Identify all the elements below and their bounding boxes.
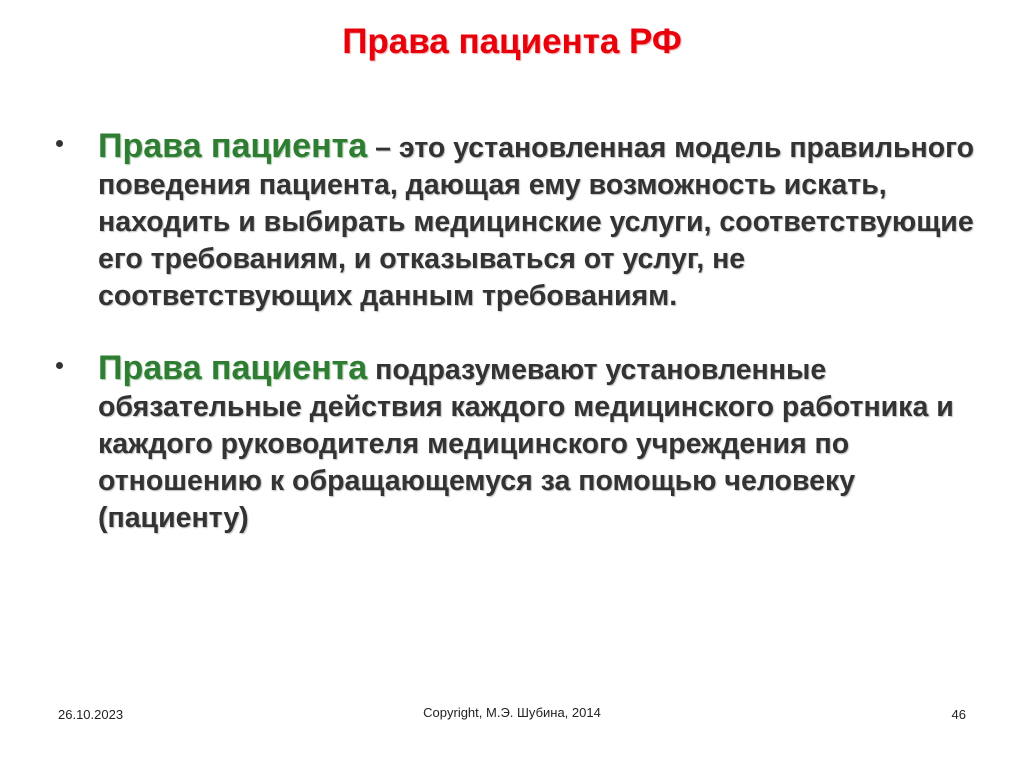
bullet-text: – это установленная модель правильного поведения пациента, дающая ему возможность искать, находить и выбирать медицинские услуги, соответствующие его требованиям, и отказываться от услуг, не соответствующих данным требованиям. <box>98 132 975 312</box>
bullet-dot-icon <box>56 140 63 147</box>
bullet-item <box>56 350 986 537</box>
slide-title: Права пациента РФ <box>342 22 682 61</box>
bullet-lead: Права пациента <box>98 127 368 165</box>
bullet-item <box>56 128 986 315</box>
bullet-text: подразумевают установленные обязательные действия каждого медицинского работника и каждого руководителя медицинского учреждения по отношению к обращающемуся за помощью человеку (пациенту) <box>98 354 954 534</box>
footer-date: 26.10.2023 <box>58 707 124 722</box>
footer-copyright: Copyright, М.Э. Шубина, 2014 <box>423 705 601 720</box>
bullet-dot-icon <box>56 362 63 369</box>
page-number: 46 <box>951 707 966 722</box>
bullet-lead: Права пациента <box>98 349 368 387</box>
bullet-list <box>56 128 986 537</box>
